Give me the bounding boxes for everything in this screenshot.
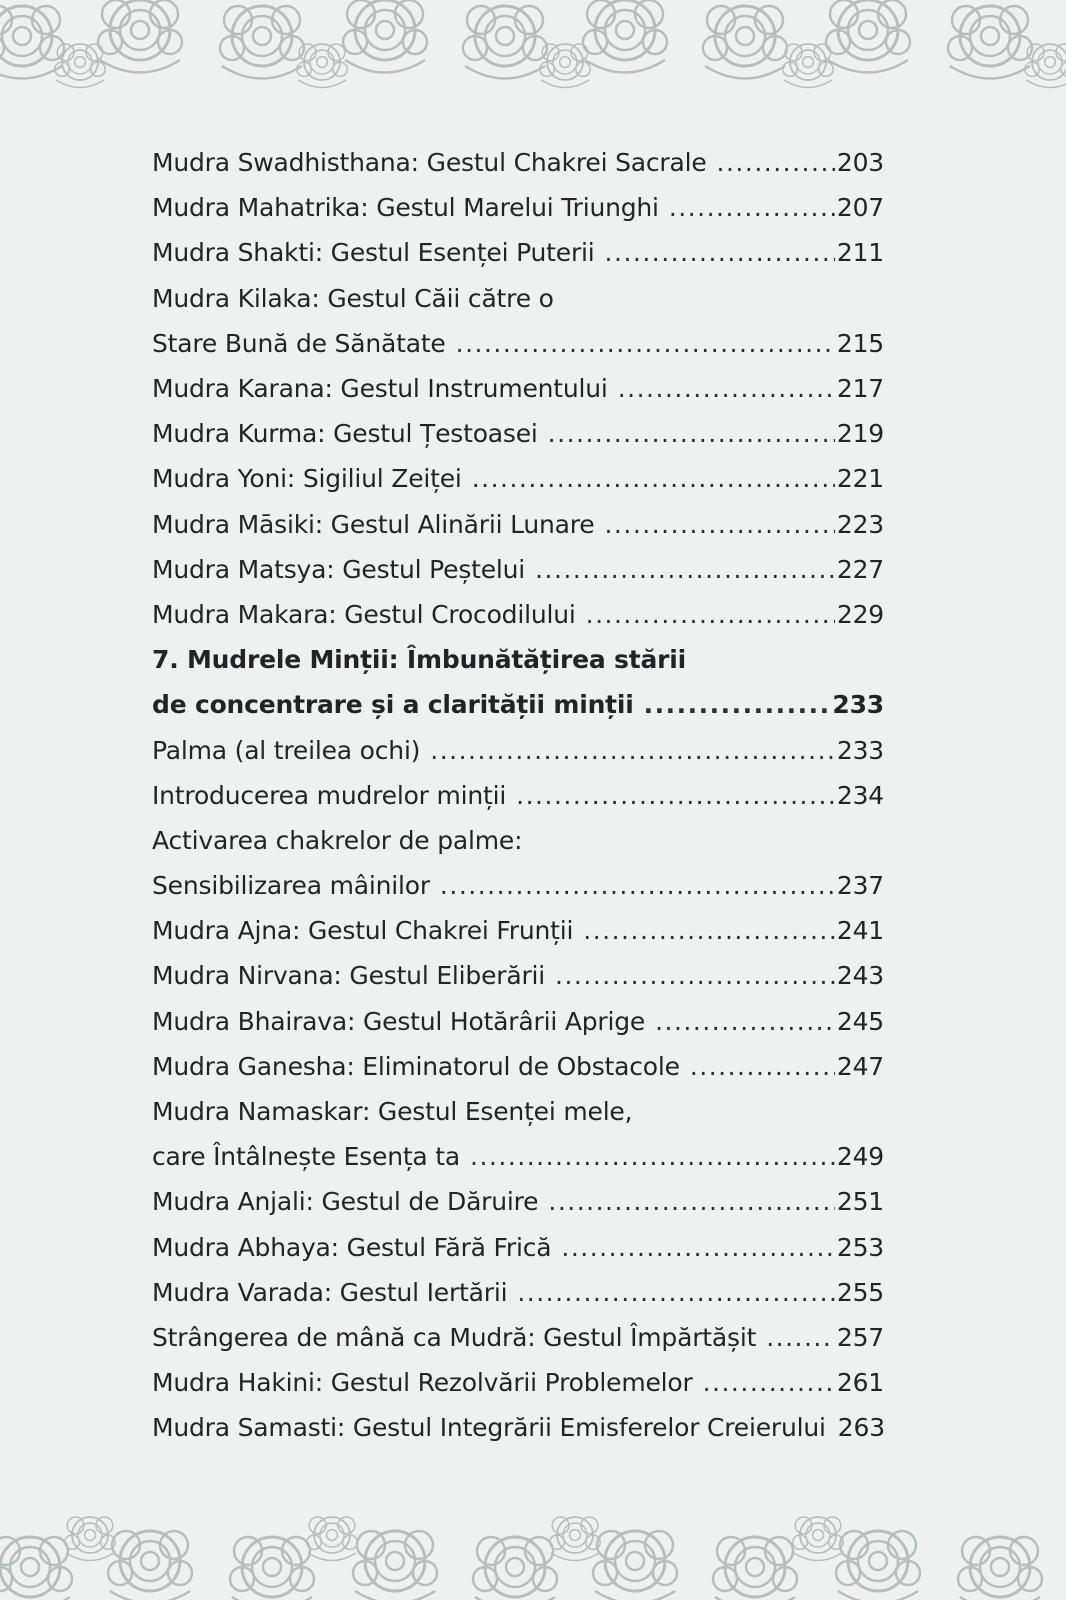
toc-entry-title: Palma (al treilea ochi) bbox=[152, 735, 421, 765]
dot-leader bbox=[555, 961, 835, 990]
dot-leader bbox=[548, 419, 835, 448]
dot-leader bbox=[456, 329, 835, 358]
toc-entry-page-number: 223 bbox=[836, 509, 884, 539]
toc-entry-title: Mudra Kurma: Gestul Țestoasei bbox=[152, 419, 538, 449]
toc-entry-page-number: 233 bbox=[836, 735, 884, 765]
toc-entry-page-number: 253 bbox=[836, 1232, 884, 1262]
toc-entry-title: Mudra Abhaya: Gestul Fără Frică bbox=[152, 1232, 552, 1262]
toc-entry bbox=[152, 1044, 884, 1089]
toc-entry-page-number: 263 bbox=[837, 1413, 885, 1443]
dot-leader bbox=[669, 193, 835, 222]
dot-leader bbox=[548, 1187, 835, 1216]
toc-entry-page-number: 255 bbox=[836, 1277, 884, 1307]
toc-entry bbox=[152, 321, 884, 366]
toc-entry-page-number: 229 bbox=[836, 599, 884, 629]
toc-entry-page-number: 233 bbox=[832, 690, 884, 720]
toc-entry-title: Introducerea mudrelor minții bbox=[152, 780, 507, 810]
toc-entry-title: Mudra Kilaka: Gestul Căii către o bbox=[152, 283, 554, 313]
dot-leader bbox=[430, 736, 835, 765]
toc-entry-title: Mudra Hakini: Gestul Rezolvării Problemelor bbox=[152, 1368, 693, 1398]
toc-entry-title: Stare Bună de Sănătate bbox=[152, 328, 446, 358]
dot-leader bbox=[655, 1007, 835, 1036]
toc-entry-page-number: 237 bbox=[836, 871, 884, 901]
toc-entry-title: Mudra Shakti: Gestul Esenței Puterii bbox=[152, 238, 595, 268]
dot-leader bbox=[472, 464, 835, 493]
toc-entry-continued bbox=[152, 276, 884, 321]
toc-entry bbox=[152, 682, 884, 727]
toc-entry-title: de concentrare și a clarității minții bbox=[152, 690, 634, 720]
toc-entry-continued bbox=[152, 637, 884, 682]
toc-entry bbox=[152, 185, 884, 230]
toc-entry-title: Mudra Namaskar: Gestul Esenței mele, bbox=[152, 1097, 633, 1127]
toc-entry-continued bbox=[152, 818, 884, 863]
dot-leader bbox=[586, 600, 835, 629]
toc-entry bbox=[152, 953, 884, 998]
toc-entry bbox=[152, 456, 884, 501]
toc-entry-page-number: 245 bbox=[836, 1006, 884, 1036]
dot-leader bbox=[766, 1323, 835, 1352]
toc-entry-continued bbox=[152, 1089, 884, 1134]
dot-leader bbox=[517, 1278, 835, 1307]
dot-leader bbox=[717, 148, 835, 177]
toc-entry-title: care Întâlnește Esența ta bbox=[152, 1142, 461, 1172]
dot-leader bbox=[604, 510, 834, 539]
table-of-contents bbox=[152, 140, 884, 1450]
toc-entry bbox=[152, 592, 884, 637]
toc-entry-page-number: 243 bbox=[836, 961, 884, 991]
toc-entry-title: Strângerea de mână ca Mudră: Gestul Împărtășit bbox=[152, 1322, 757, 1352]
toc-entry bbox=[152, 908, 884, 953]
toc-entry bbox=[152, 773, 884, 818]
toc-entry-page-number: 241 bbox=[836, 916, 884, 946]
toc-entry-page-number: 215 bbox=[836, 328, 884, 358]
toc-entry-page-number: 203 bbox=[836, 148, 884, 178]
dot-leader bbox=[605, 238, 835, 267]
toc-entry-title: Mudra Anjali: Gestul de Dăruire bbox=[152, 1187, 539, 1217]
toc-entry bbox=[152, 1315, 884, 1360]
toc-entry bbox=[152, 1270, 884, 1315]
toc-entry-title: Sensibilizarea mâinilor bbox=[152, 871, 430, 901]
toc-entry bbox=[152, 230, 884, 275]
floral-ornament-icon bbox=[0, 0, 1066, 90]
toc-entry-title: 7. Mudrele Minții: Îmbunătățirea stării bbox=[152, 645, 686, 675]
toc-entry-page-number: 207 bbox=[836, 193, 884, 223]
toc-entry-title: Mudra Matsya: Gestul Peștelui bbox=[152, 554, 526, 584]
toc-entry-title: Mudra Yoni: Sigiliul Zeiței bbox=[152, 464, 462, 494]
dot-leader bbox=[703, 1368, 835, 1397]
toc-entry bbox=[152, 547, 884, 592]
dot-leader bbox=[440, 871, 835, 900]
toc-entry-title: Mudra Bhairava: Gestul Hotărârii Aprige bbox=[152, 1006, 646, 1036]
dot-leader bbox=[470, 1142, 835, 1171]
toc-entry-title: Mudra Makara: Gestul Crocodilului bbox=[152, 599, 576, 629]
toc-entry-page-number: 227 bbox=[836, 554, 884, 584]
dot-leader bbox=[535, 555, 835, 584]
toc-entry bbox=[152, 140, 884, 185]
toc-entry-page-number: 219 bbox=[836, 419, 884, 449]
toc-entry-title: Mudra Ajna: Gestul Chakrei Frunții bbox=[152, 916, 574, 946]
toc-entry-title: Mudra Karana: Gestul Instrumentului bbox=[152, 374, 608, 404]
toc-entry bbox=[152, 1179, 884, 1224]
dot-leader bbox=[561, 1233, 835, 1262]
bottom-ornament-border bbox=[0, 1505, 1066, 1600]
toc-entry bbox=[152, 1405, 884, 1450]
toc-entry-page-number: 221 bbox=[836, 464, 884, 494]
toc-entry-page-number: 261 bbox=[836, 1368, 884, 1398]
toc-entry-title: Mudra Ganesha: Eliminatorul de Obstacole bbox=[152, 1051, 680, 1081]
toc-entry-page-number: 251 bbox=[836, 1187, 884, 1217]
floral-ornament-icon bbox=[0, 1505, 1066, 1600]
dot-leader bbox=[618, 374, 835, 403]
toc-entry bbox=[152, 1360, 884, 1405]
dot-leader bbox=[644, 690, 831, 719]
dot-leader bbox=[583, 916, 835, 945]
toc-entry-page-number: 211 bbox=[836, 238, 884, 268]
toc-entry-page-number: 234 bbox=[836, 780, 884, 810]
top-ornament-border bbox=[0, 0, 1066, 90]
toc-entry-page-number: 247 bbox=[836, 1051, 884, 1081]
dot-leader bbox=[690, 1052, 835, 1081]
toc-entry-page-number: 249 bbox=[836, 1142, 884, 1172]
toc-entry-title: Mudra Māsiki: Gestul Alinării Lunare bbox=[152, 509, 595, 539]
toc-entry-title: Mudra Samasti: Gestul Integrării Emisferelor Creierului bbox=[152, 1413, 826, 1443]
toc-entry bbox=[152, 863, 884, 908]
toc-entry-page-number: 257 bbox=[836, 1322, 884, 1352]
toc-entry-title: Mudra Varada: Gestul Iertării bbox=[152, 1277, 508, 1307]
toc-entry bbox=[152, 999, 884, 1044]
toc-entry bbox=[152, 727, 884, 772]
toc-entry-title: Activarea chakrelor de palme: bbox=[152, 825, 523, 855]
toc-entry bbox=[152, 366, 884, 411]
toc-entry bbox=[152, 1225, 884, 1270]
toc-entry bbox=[152, 411, 884, 456]
toc-entry-title: Mudra Swadhisthana: Gestul Chakrei Sacrale bbox=[152, 148, 707, 178]
toc-entry bbox=[152, 1134, 884, 1179]
dot-leader bbox=[516, 781, 835, 810]
toc-entry-page-number: 217 bbox=[836, 374, 884, 404]
toc-entry-title: Mudra Nirvana: Gestul Eliberării bbox=[152, 961, 546, 991]
toc-entry bbox=[152, 502, 884, 547]
toc-entry-title: Mudra Mahatrika: Gestul Marelui Triunghi bbox=[152, 193, 659, 223]
